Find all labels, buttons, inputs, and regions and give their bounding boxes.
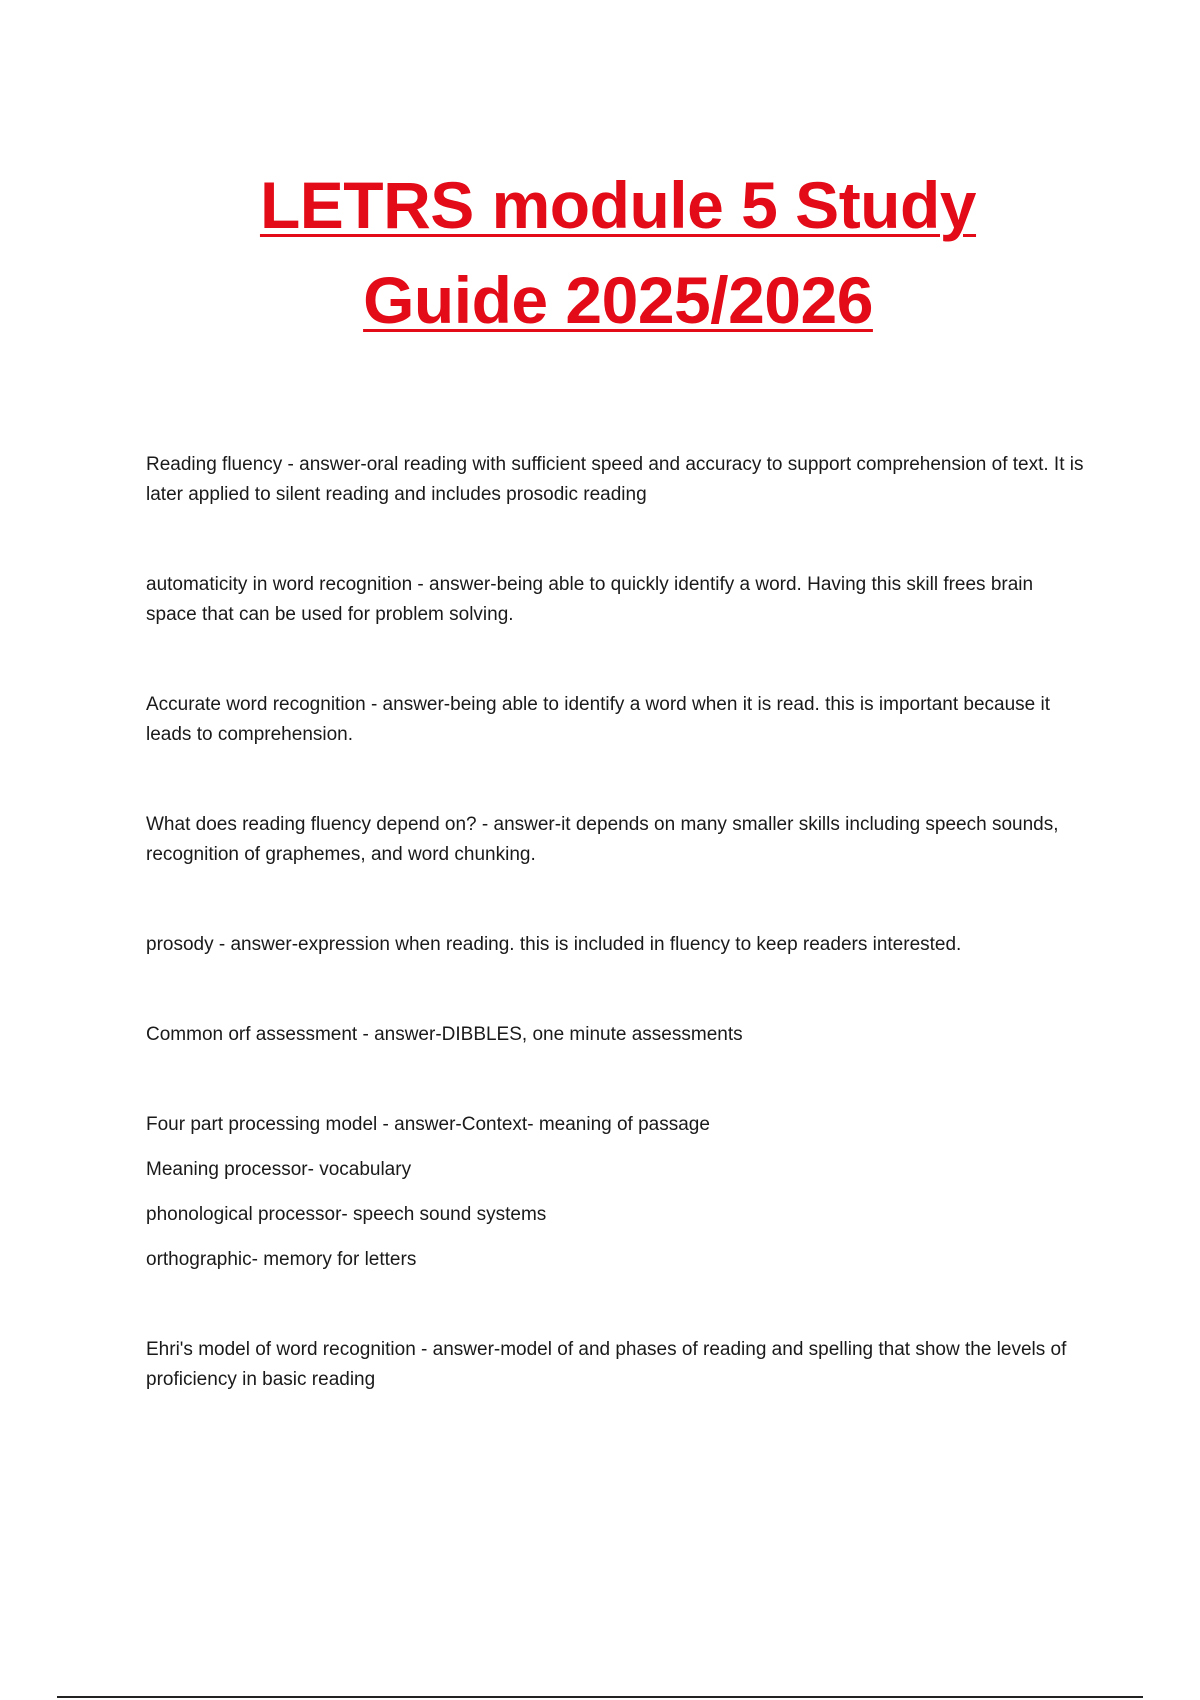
entry-accurate-word-recognition: Accurate word recognition - answer-being able to identify a word when it is read. this is important because it leads to comprehension. (146, 694, 1051, 745)
title-line-1: LETRS module 5 Study (259, 168, 977, 242)
footer-divider (57, 1696, 1143, 1698)
entry-ehri-model: Ehri's model of word recognition - answer-model of and phases of reading and spelling that show the levels of proficiency in basic reading (146, 1339, 1067, 1390)
entry-fluency-depends: What does reading fluency depend on? - answer-it depends on many smaller skills including speech sounds, recognition of graphemes, and word chunking. (146, 814, 1059, 865)
four-part-model-line: Four part processing model - answer-Context- meaning of passage (146, 1114, 710, 1135)
entry-reading-fluency: Reading fluency - answer-oral reading with sufficient speed and accuracy to support comprehension of text. It is later applied to silent reading and includes prosodic reading (146, 454, 1084, 505)
meaning-processor-line: Meaning processor- vocabulary (146, 1159, 412, 1180)
entry-automaticity: automaticity in word recognition - answer-being able to quickly identify a word. Having this skill frees brain space that can be used for problem solving. (146, 574, 1034, 625)
title-line-2: Guide 2025/2026 (363, 263, 873, 337)
page-title (0, 158, 1200, 348)
entry-orf-assessment: Common orf assessment - answer-DIBBLES, one minute assessments (146, 1024, 743, 1045)
phonological-processor-line: phonological processor- speech sound systems (146, 1204, 547, 1225)
study-guide-content (146, 450, 1086, 1414)
entry-four-part-model (146, 1110, 1086, 1275)
orthographic-processor-line: orthographic- memory for letters (146, 1249, 417, 1270)
entry-prosody: prosody - answer-expression when reading. this is included in fluency to keep readers interested. (146, 934, 962, 955)
